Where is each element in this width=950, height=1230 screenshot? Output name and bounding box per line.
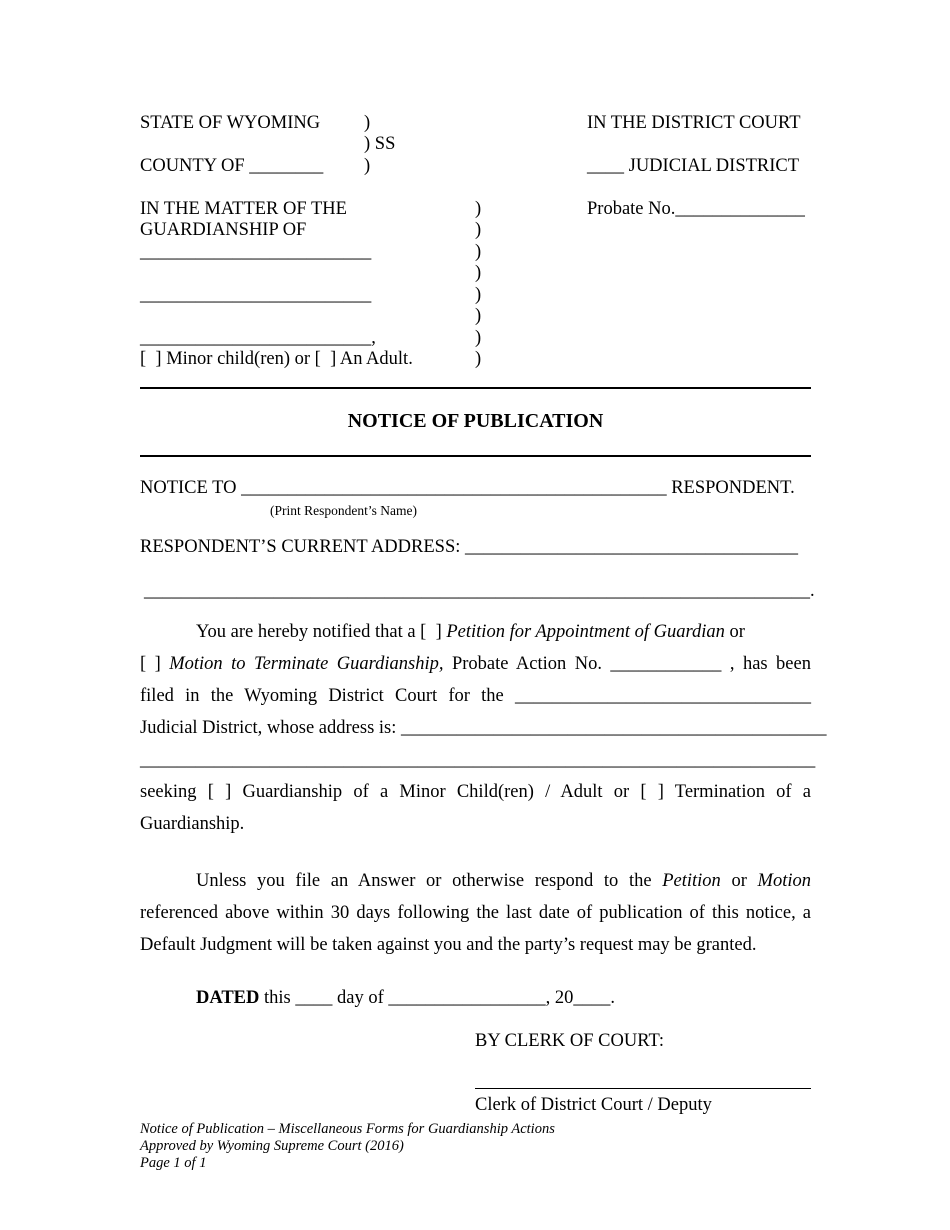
para2-text: Unless you file an Answer or otherwise respond to the <box>196 871 663 891</box>
para1-line4: Judicial District, whose address is: ______________________________________________ <box>140 718 827 738</box>
notice-to-line <box>140 477 795 499</box>
matter-line-2: GUARDIANSHIP OF <box>140 220 307 240</box>
matter-line-1: IN THE MATTER OF THE <box>140 199 347 219</box>
footer-approval: Approved by Wyoming Supreme Court (2016) <box>140 1138 404 1154</box>
paren-col: ) <box>475 242 482 262</box>
paren-col: ) <box>475 263 482 283</box>
address-blank: ____________________________________ <box>465 537 799 557</box>
notice-to-label: NOTICE TO <box>140 478 242 498</box>
paren-col: ) <box>475 220 482 240</box>
para1-text: [ ] <box>140 654 170 674</box>
court-label: IN THE DISTRICT COURT <box>587 113 801 133</box>
para1-line2 <box>140 653 811 675</box>
name-blank-1: _________________________ <box>140 242 372 262</box>
print-name-hint: (Print Respondent’s Name) <box>270 503 417 518</box>
petition-word: Petition <box>662 871 721 891</box>
county-label: COUNTY OF ________ <box>140 156 324 176</box>
dated-line <box>196 987 615 1009</box>
signature-line <box>475 1088 811 1089</box>
para1-text: Probate Action No. ____________ , has been <box>443 654 811 674</box>
paren-2: ) <box>364 156 371 176</box>
paren-col: ) <box>475 285 482 305</box>
para1-text: You are hereby notified that a [ ] <box>196 622 447 642</box>
respondent-name-blank: ______________________________________________ <box>241 478 667 498</box>
probate-no-label: Probate No.______________ <box>587 199 805 219</box>
footer-form-name: Notice of Publication – Miscellaneous Forms for Guardianship Actions <box>140 1121 555 1137</box>
ss-label: ) SS <box>364 134 396 154</box>
footer-page-number: Page 1 of 1 <box>140 1155 207 1171</box>
minor-or-adult-checkboxes: [ ] Minor child(ren) or [ ] An Adult. <box>140 349 413 369</box>
name-blank-2: _________________________ <box>140 285 372 305</box>
para2-text: referenced above within 30 days following the last date of publication of this notice, a Default Judgment will be taken against you and the party’s request may be granted. <box>140 903 811 955</box>
dated-rest: this ____ day of _________________, 20____. <box>259 988 615 1008</box>
motion-terminate-text: Motion to Terminate Guardianship, <box>169 654 444 674</box>
para1-line3: filed in the Wyoming District Court for the ________________________________ <box>140 686 811 706</box>
by-clerk-label: BY CLERK OF COURT: <box>475 1031 664 1051</box>
address-second-line: ________________________________________________________________________. <box>144 581 815 601</box>
para1-line6: seeking [ ] Guardianship of a Minor Child(ren) / Adult or [ ] Termination of a <box>140 782 811 802</box>
para1-line1 <box>196 621 745 643</box>
state-label: STATE OF WYOMING <box>140 113 321 133</box>
clerk-title: Clerk of District Court / Deputy <box>475 1095 712 1115</box>
respondent-label: RESPONDENT. <box>666 478 795 498</box>
petition-guardian-text: Petition for Appointment of Guardian <box>446 622 725 642</box>
name-blank-3: _________________________, <box>140 328 376 348</box>
motion-word: Motion <box>757 871 811 891</box>
para2-text: or <box>720 871 758 891</box>
paren-col: ) <box>475 199 482 219</box>
default-judgment-paragraph <box>140 865 811 961</box>
paren-col: ) <box>475 306 482 326</box>
judicial-district-label: ____ JUDICIAL DISTRICT <box>587 156 800 176</box>
address-label: RESPONDENT’S CURRENT ADDRESS: <box>140 537 466 557</box>
paren-col: ) <box>475 328 482 348</box>
title-rule-bottom <box>140 455 811 457</box>
dated-label: DATED <box>196 988 260 1008</box>
para1-text: or <box>724 622 745 642</box>
para1-line7: Guardianship. <box>140 814 245 834</box>
page-title: NOTICE OF PUBLICATION <box>347 410 604 432</box>
para1-line5: _________________________________________________________________________ <box>140 750 816 770</box>
paren-col: ) <box>475 349 482 369</box>
paren-1: ) <box>364 113 371 133</box>
address-line <box>140 536 798 558</box>
title-rule-top <box>140 387 811 389</box>
